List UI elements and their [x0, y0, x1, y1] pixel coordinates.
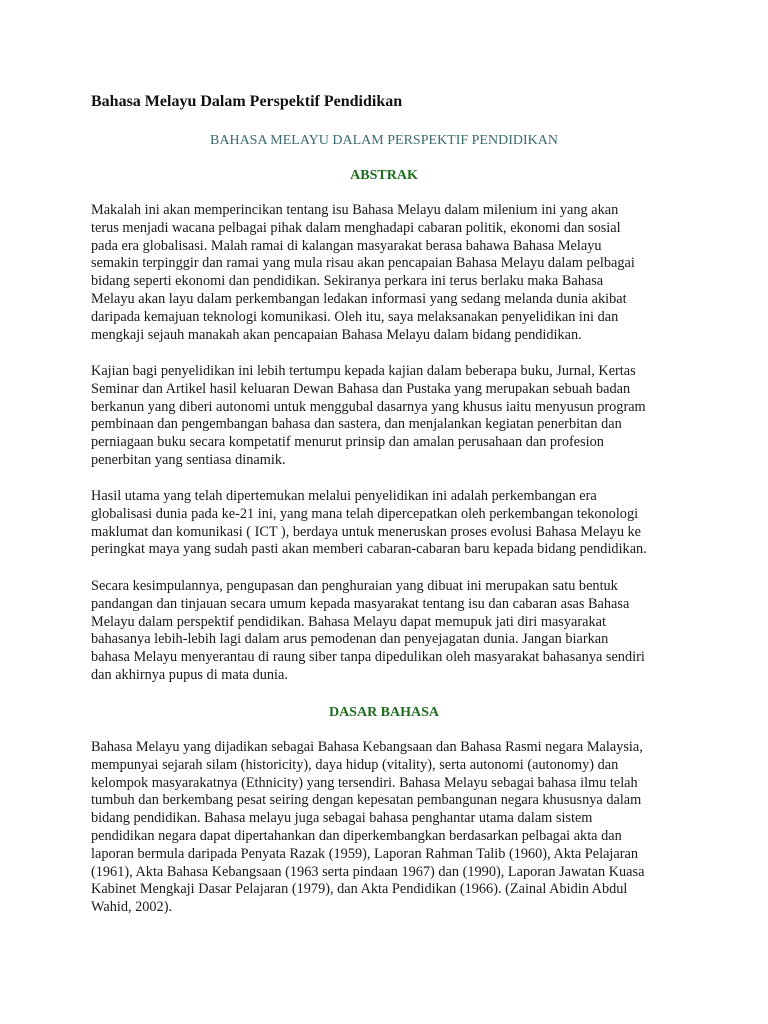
text-line: perniagaan buku secara kompetatif menurut prinsip dan amalan perusahaan dan profesion: [91, 434, 604, 451]
main-heading: BAHASA MELAYU DALAM PERSPEKTIF PENDIDIKAN: [210, 133, 558, 148]
text-line: tumbuh dan berkembang pesat seiring dengan kepesatan pembangunan negara khususnya dalam: [91, 792, 642, 809]
text-line: Wahid, 2002).: [91, 899, 173, 916]
section-heading-dasar-bahasa: DASAR BAHASA: [328, 705, 440, 720]
text-line: Secara kesimpulannya, pengupasan dan penghuraian yang dibuat ini merupakan satu bentuk: [91, 578, 618, 594]
dasar-bahasa-paragraph: [91, 739, 644, 917]
text-line: pandangan dan tinjauan secara umum kepada masyarakat tentang isu dan cabaran asas Bahasa: [91, 595, 630, 612]
text-line: Bahasa Melayu yang dijadikan sebagai Bahasa Kebangsaan dan Bahasa Rasmi negara Malaysia,: [91, 739, 643, 755]
text-line: semakin terpinggir dan ramai yang mula risau akan pencapaian Bahasa Melayu dalam pelbagai: [91, 255, 635, 272]
text-line: pendidikan negara dapat dipertahankan dan diperkembangkan berdasarkan pelbagai akta dan: [91, 827, 622, 844]
text-line: daripada kemajuan teknologi komunikasi. Oleh itu, saya melaksanakan penyelidikan ini dan: [91, 308, 619, 325]
abstract-paragraph-1: [91, 202, 635, 344]
text-line: bahasanya lebih-lebih lagi dalam arus pemodenan dan penyejagatan dunia. Jangan biarkan: [91, 631, 609, 648]
text-line: Melayu akan layu dalam perkembangan ledakan informasi yang sedang melanda dunia akibat: [91, 290, 627, 307]
text-line: dan akhirnya pupus di mata dunia.: [91, 666, 288, 683]
text-line: mempunyai sejarah silam (historicity), daya hidup (vitality), serta autonomi (autonomy) dan: [91, 756, 619, 773]
text-line: bahasa Melayu menyerantau di raung siber tanpa dipedulikan oleh masyarakat bahasanya sendiri: [91, 649, 645, 666]
text-line: Seminar dan Artikel hasil keluaran Dewan Bahasa dan Pustaka yang merupakan sebuah badan: [91, 380, 631, 397]
abstract-paragraph-3: [91, 488, 647, 559]
text-line: pada era globalisasi. Malah ramai di kalangan masyarakat berasa bahawa Bahasa Melayu: [91, 237, 602, 254]
text-line: laporan bermula daripada Penyata Razak (1959), Laporan Rahman Talib (1960), Akta Pelajaran: [91, 845, 638, 862]
abstract-paragraph-2: [91, 363, 646, 470]
text-line: pembinaan dan pengembangan bahasa dan sastera, dan menjalankan kegiatan penerbitan dan: [91, 416, 622, 433]
abstract-paragraph-4: [91, 578, 645, 685]
text-line: Kabinet Mengkaji Dasar Pelajaran (1979), dan Akta Pendidikan (1966). (Zainal Abidin Abdul: [91, 881, 628, 898]
text-line: berkanun yang diberi autonomi untuk menggubal dasarnya yang khusus iaitu menyusun program: [91, 398, 646, 415]
abstract-heading: ABSTRAK: [350, 168, 418, 183]
text-line: Kajian bagi penyelidikan ini lebih tertumpu kepada kajian dalam beberapa buku, Jurnal, Kertas: [91, 363, 636, 379]
text-line: (1961), Akta Bahasa Kebangsaan (1963 serta pindaan 1967) dan (1990), Laporan Jawatan Kuasa: [91, 863, 645, 880]
text-line: bidang pendidikan. Bahasa melayu juga sebagai bahasa penghantar utama dalam sistem: [91, 810, 593, 827]
text-line: Melayu dalam perspektif pendidikan. Bahasa Melayu dapat memupuk jati diri masyarakat: [91, 613, 606, 630]
text-line: penerbitan yang sentiasa dinamik.: [91, 451, 286, 468]
text-line: maklumat dan komunikasi ( ICT ), berdaya untuk meneruskan proses evolusi Bahasa Melayu ke: [91, 523, 642, 540]
text-line: globalisasi dunia pada ke-21 ini, yang mana telah dipercepatkan oleh perkembangan tekonologi: [91, 505, 639, 522]
text-line: kelompok masyarakatnya (Ethnicity) yang tersendiri. Bahasa Melayu sebagai bahasa ilmu telah: [91, 774, 638, 791]
text-line: Hasil utama yang telah dipertemukan melalui penyelidikan ini adalah perkembangan era: [91, 488, 597, 504]
text-line: terus menjadi wacana pelbagai pihak dalam menghadapi cabaran politik, ekonomi dan sosial: [91, 219, 621, 236]
text-line: mengkaji sejauh manakah akan pencapaian Bahasa Melayu dalam bidang pendidikan.: [91, 326, 582, 343]
text-line: Makalah ini akan memperincikan tentang isu Bahasa Melayu dalam milenium ini yang akan: [91, 202, 619, 218]
document-title: Bahasa Melayu Dalam Perspektif Pendidikan: [91, 93, 403, 110]
text-line: bidang seperti ekonomi dan pendidikan. Sekiranya perkara ini terus berlaku maka Bahasa: [91, 273, 604, 290]
text-line: peringkat maya yang sudah pasti akan memberi cabaran-cabaran baru kepada bidang pendidikan.: [91, 541, 647, 558]
